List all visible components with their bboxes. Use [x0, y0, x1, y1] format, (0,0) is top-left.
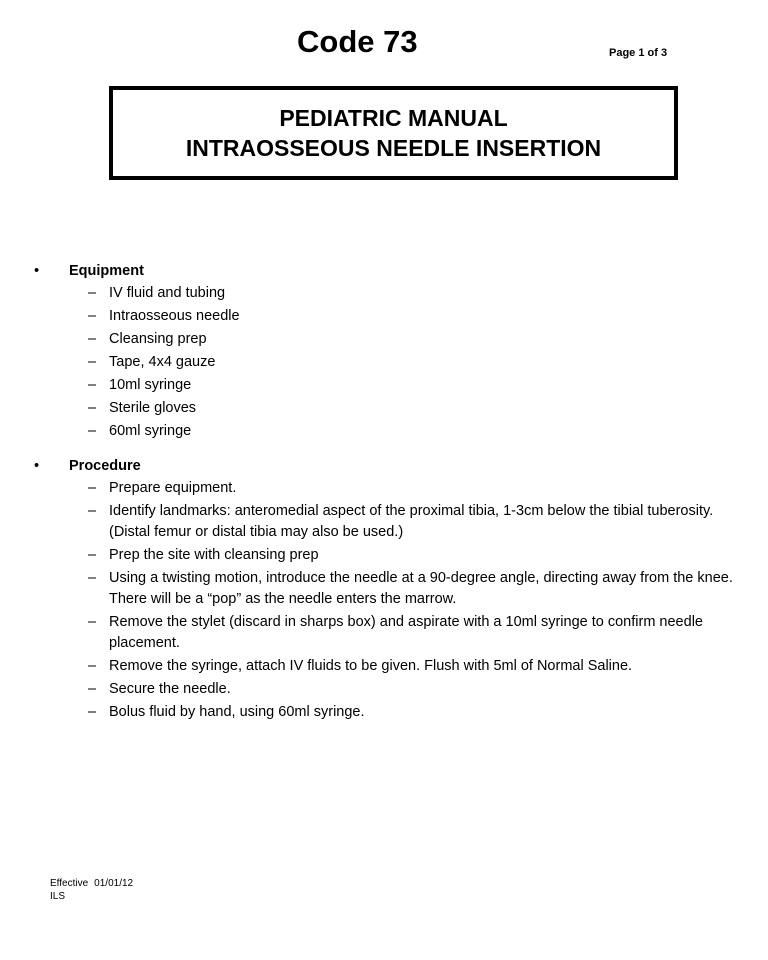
dash-icon: –: [88, 354, 97, 370]
title-line-2: INTRAOSSEOUS NEEDLE INSERTION: [185, 135, 602, 161]
procedure-section: [34, 455, 734, 723]
effective-label: Effective: [50, 878, 89, 889]
list-item-text: Tape, 4x4 gauze: [109, 354, 216, 370]
list-item-text: Bolus fluid by hand, using 60ml syringe.: [109, 704, 365, 720]
dash-icon: –: [88, 503, 97, 519]
list-item-text: Using a twisting motion, introduce the needle at a 90-degree angle, directing away from the knee. There will be a “pop” as the needle enters the marrow.: [109, 570, 733, 607]
dash-icon: –: [88, 423, 97, 439]
list-item: [69, 329, 734, 350]
list-item-text: Sterile gloves: [109, 400, 197, 416]
list-item: [69, 545, 734, 566]
list-item: [69, 306, 734, 327]
equipment-section: [34, 260, 734, 442]
list-item: [69, 398, 734, 419]
dash-icon: –: [88, 308, 97, 324]
dash-icon: –: [88, 285, 97, 301]
equipment-list: [69, 283, 734, 442]
dash-icon: –: [88, 400, 97, 416]
equipment-heading: Equipment: [69, 263, 144, 279]
dash-icon: –: [88, 658, 97, 674]
dash-icon: –: [88, 377, 97, 393]
dash-icon: –: [88, 704, 97, 720]
list-item: [69, 283, 734, 304]
list-item: [69, 421, 734, 442]
list-item-text: Cleansing prep: [109, 331, 207, 347]
footer: [50, 877, 133, 903]
list-item-text: Identify landmarks: anteromedial aspect of the proximal tibia, 1-3cm below the tibial tuberosity. (Distal femur or distal tibia may also be used.): [109, 503, 714, 540]
list-item-text: IV fluid and tubing: [109, 285, 226, 301]
title-box: [109, 86, 678, 180]
bullet-icon: •: [34, 263, 40, 279]
list-item-text: 10ml syringe: [109, 377, 192, 393]
list-item: [69, 679, 734, 700]
page-title: Code 73: [297, 24, 418, 59]
list-item: [69, 501, 734, 543]
effective-date: 01/01/12: [94, 878, 134, 889]
list-item-text: Remove the stylet (discard in sharps box) and aspirate with a 10ml syringe to confirm needle placement.: [109, 614, 703, 651]
list-item-text: Secure the needle.: [109, 681, 231, 697]
footer-org: ILS: [50, 891, 66, 902]
bullet-icon: •: [34, 458, 40, 474]
list-item-text: Prepare equipment.: [109, 480, 237, 496]
list-item-text: Remove the syringe, attach IV fluids to be given. Flush with 5ml of Normal Saline.: [109, 658, 633, 674]
dash-icon: –: [88, 547, 97, 563]
title-line-1: PEDIATRIC MANUAL: [279, 105, 508, 131]
list-item-text: 60ml syringe: [109, 423, 192, 439]
dash-icon: –: [88, 570, 97, 586]
list-item: [69, 375, 734, 396]
list-item-text: Intraosseous needle: [109, 308, 240, 324]
dash-icon: –: [88, 331, 97, 347]
list-item: [69, 568, 734, 610]
procedure-list: [69, 478, 734, 723]
dash-icon: –: [88, 614, 97, 630]
effective-line: [50, 877, 133, 890]
list-item: [69, 612, 734, 654]
list-item-text: Prep the site with cleansing prep: [109, 547, 319, 563]
dash-icon: –: [88, 480, 97, 496]
dash-icon: –: [88, 681, 97, 697]
list-item: [69, 702, 734, 723]
list-item: [69, 478, 734, 499]
page-number: Page 1 of 3: [609, 47, 668, 59]
content: [34, 260, 734, 725]
procedure-heading: Procedure: [69, 458, 141, 474]
list-item: [69, 656, 734, 677]
list-item: [69, 352, 734, 373]
